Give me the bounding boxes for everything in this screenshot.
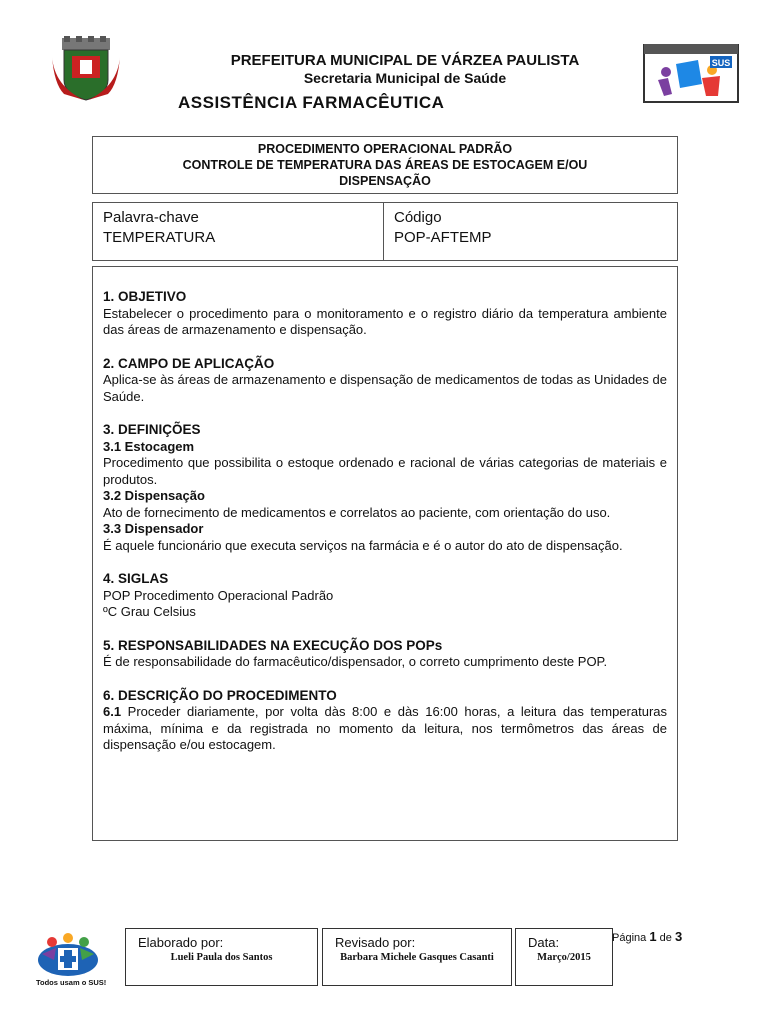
procedure-title-line2: CONTROLE DE TEMPERATURA DAS ÁREAS DE ESTOCAGEM E/OU <box>182 158 588 172</box>
revised-by-label: Revisado por: <box>335 935 416 950</box>
procedure-title-line3: DISPENSAÇÃO <box>339 174 431 188</box>
procedure-title-line1: PROCEDIMENTO OPERACIONAL PADRÃO <box>257 142 513 156</box>
section-scope-text: Aplica-se às áreas de armazenamento e dispensação de medicamentos de todas as Unidades de Saúde. <box>103 372 667 404</box>
section-definitions-title: 3. DEFINIÇÕES <box>103 422 201 437</box>
section-responsibilities-text: É de responsabilidade do farmacêutico/dispensador, o correto cumprimento deste POP. <box>103 654 608 669</box>
procedure-step-number: 6.1 <box>103 704 122 719</box>
elaborated-by-box <box>125 928 318 986</box>
section-acronyms-title: 4. SIGLAS <box>103 571 169 586</box>
revised-by-box <box>322 928 512 986</box>
date-box <box>515 928 613 986</box>
header-department: ASSISTÊNCIA FARMACÊUTICA <box>178 93 445 112</box>
definition-dispensing-text: Ato de fornecimento de medicamentos e correlatos ao paciente, com orientação do uso. <box>103 504 611 520</box>
code-cell <box>384 203 677 270</box>
definition-dispenser-title: 3.3 Dispensador <box>103 521 204 536</box>
footer-logo-caption: Todos usam o SUS! <box>36 978 107 987</box>
page-total: 3 <box>674 929 683 944</box>
page-number <box>612 929 682 944</box>
header-municipality: PREFEITURA MUNICIPAL DE VÁRZEA PAULISTA <box>230 52 580 69</box>
header-secretariat: Secretaria Municipal de Saúde <box>303 70 507 86</box>
elaborated-by-label: Elaborado por: <box>138 935 224 950</box>
footer-sus-logo <box>28 930 108 988</box>
acronym-celsius: ºC Grau Celsius <box>103 604 196 619</box>
procedure-title-box <box>92 136 678 194</box>
city-coat-of-arms-logo <box>50 36 122 104</box>
date-label: Data: <box>528 935 560 950</box>
keyword-label: Palavra-chave <box>103 209 199 226</box>
keyword-code-box <box>92 202 678 261</box>
page-prefix: Página <box>612 932 647 944</box>
page-of: de <box>659 932 672 944</box>
acronym-pop: POP Procedimento Operacional Padrão <box>103 587 334 603</box>
date-value: Março/2015 <box>537 952 591 963</box>
elaborated-by-name: Lueli Paula dos Santos <box>170 952 273 963</box>
keyword-value: TEMPERATURA <box>103 229 216 246</box>
section-responsibilities-title: 5. RESPONSABILIDADES NA EXECUÇÃO DOS POPs <box>103 637 443 653</box>
code-label: Código <box>394 209 442 226</box>
page-current: 1 <box>649 929 657 944</box>
section-scope-title: 2. CAMPO DE APLICAÇÃO <box>103 355 275 371</box>
section-objective-title: 1. OBJETIVO <box>103 289 187 304</box>
keyword-cell <box>93 203 384 260</box>
section-procedure-title: 6. DESCRIÇÃO DO PROCEDIMENTO <box>103 687 337 703</box>
procedure-step-text: Proceder diariamente, por volta dàs 8:00 e dàs 16:00 horas, a leitura das temperaturas máxima, mínima e da registrada no momento da leitura, nos termômetros das áreas de dispensação e/ou estocagem. <box>103 704 667 752</box>
definition-dispensing-title: 3.2 Dispensação <box>103 488 205 503</box>
definition-stock-title: 3.1 Estocagem <box>103 438 195 454</box>
sus-logo-text: SUS <box>711 58 731 68</box>
procedure-content <box>92 266 678 841</box>
sus-logo <box>636 44 740 106</box>
definition-stock-text: Procedimento que possibilita o estoque ordenado e racional de várias categorias de materiais e produtos. <box>103 455 667 487</box>
code-value: POP-AFTEMP <box>394 229 492 246</box>
section-objective-text: Estabelecer o procedimento para o monitoramento e o registro diário da temperatura ambiente das áreas de armazenamento e dispensação. <box>103 305 667 337</box>
revised-by-name: Barbara Michele Gasques Casanti <box>340 952 494 963</box>
procedure-step-6-1 <box>103 704 667 754</box>
definition-dispenser-text: É aquele funcionário que executa serviços na farmácia e é o autor do ato de dispensação. <box>103 537 623 553</box>
